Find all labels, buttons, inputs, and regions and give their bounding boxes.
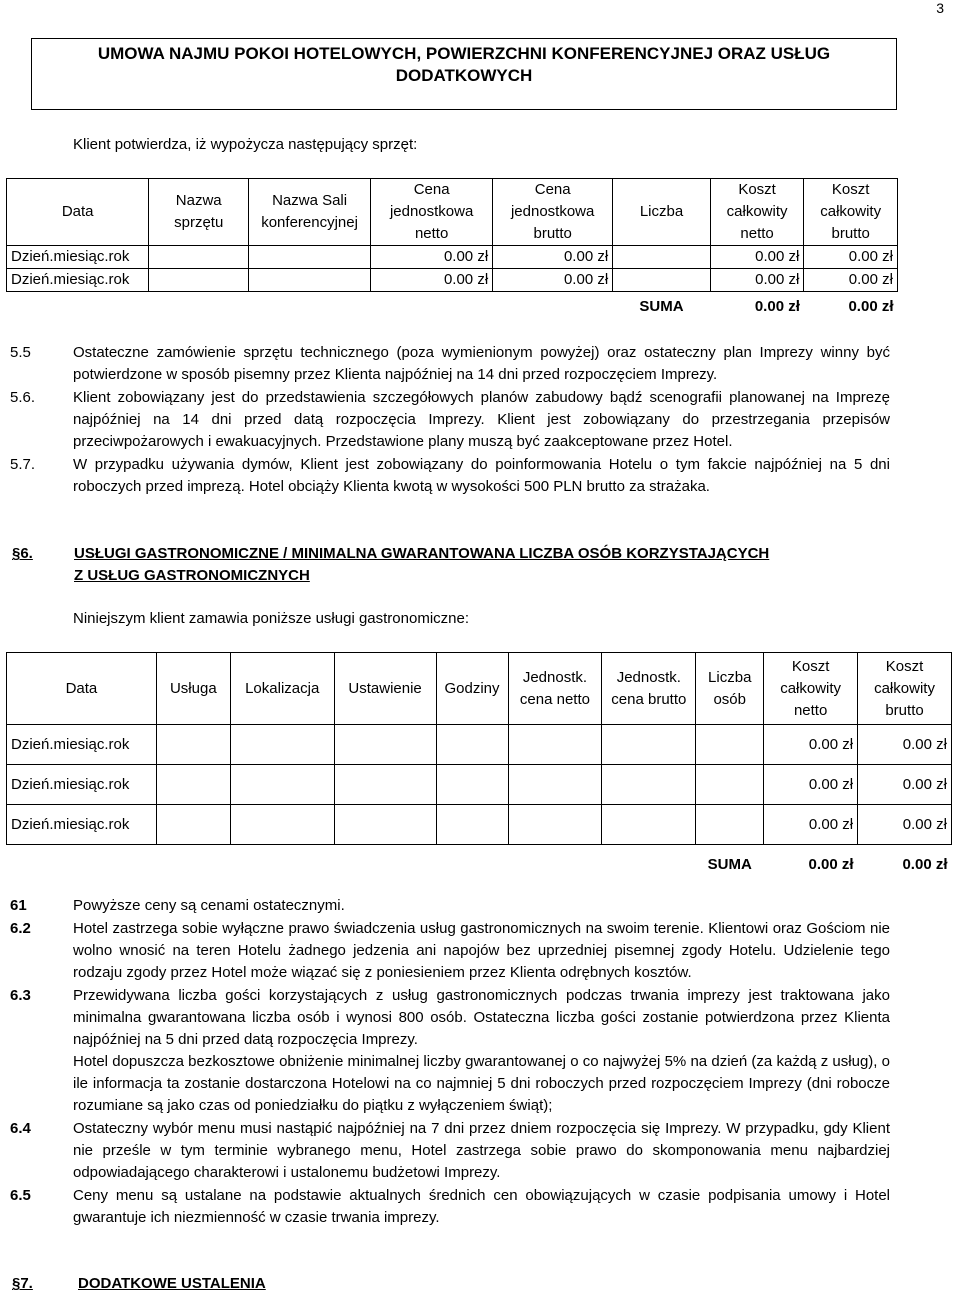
- paragraph-number: 6.3: [10, 987, 31, 1004]
- paragraph-6-4: [10, 1118, 890, 1184]
- paragraph-text: Przewidywana liczba gości korzystających z usług gastronomicznych podczas trwania imprezy jest traktowana jako minimalna gwarantowana liczba osób i wynosi 800 osób. Ostateczna liczba gości zostanie potwierdzona przez Klienta najpóźniej na 5 dni przed datą rozpoczęcia Imprezy.: [73, 987, 890, 1048]
- header-quantity: Liczba: [613, 179, 711, 246]
- row-total-net: 0.00 zł: [710, 269, 804, 292]
- header-setup: Ustawienie: [334, 653, 436, 725]
- row-total-net: 0.00 zł: [764, 805, 858, 845]
- row-unit-gross: 0.00 zł: [493, 269, 613, 292]
- section-title-line1: USŁUGI GASTRONOMICZNE / MINIMALNA GWARANTOWANA LICZBA OSÓB KORZYSTAJĄCYCH: [74, 545, 770, 562]
- row-unit-gross: 0.00 zł: [493, 246, 613, 269]
- document-title: UMOWA NAJMU POKOI HOTELOWYCH, POWIERZCHNI KONFERENCYJNEJ ORAZ USŁUG DODATKOWYCH: [31, 38, 897, 110]
- paragraph-number: 5.7.: [10, 456, 36, 473]
- header-service: Usługa: [156, 653, 230, 725]
- paragraph-text: Ceny menu są ustalane na podstawie aktualnych średnich cen obowiązujących w czasie podpisania umowy i Hotel gwarantuje ich niezmienność w czasie trwania imprezy.: [73, 1187, 890, 1226]
- row-total-gross: 0.00 zł: [804, 269, 898, 292]
- paragraph-6-2: [10, 918, 890, 984]
- section-number: §7.: [12, 1275, 33, 1292]
- paragraph-6-5: [10, 1185, 890, 1229]
- header-unit-net: Cena jednostkowa netto: [371, 179, 493, 246]
- page-number: 3: [936, 0, 944, 16]
- paragraph-text-continued: Hotel dopuszcza bezkosztowe obniżenie minimalnej liczby gwarantowanej o co najwyżej 5% na dzień (za każdą z usług), o ile informacja ta zostanie dostarczona Hotelowi na co najmniej 5 dni roboczych przed rozpoczęciem Imprezy (dni robocze rozumiane są jako czas od poniedziałku do piątku z wyłączeniem świąt);: [73, 1053, 890, 1114]
- paragraph-5-5: [10, 342, 890, 386]
- row-total-net: 0.00 zł: [764, 725, 858, 765]
- header-total-net: Koszt całkowity netto: [710, 179, 804, 246]
- section-7-heading: [12, 1275, 266, 1292]
- paragraph-number: 5.5: [10, 344, 31, 361]
- row-unit-net: 0.00 zł: [371, 246, 493, 269]
- row-total-gross: 0.00 zł: [804, 246, 898, 269]
- table-row: [7, 246, 898, 269]
- header-equipment-name: Nazwa sprzętu: [149, 179, 249, 246]
- sum-label: SUMA: [639, 297, 684, 315]
- sum-net: 0.00 zł: [754, 297, 800, 315]
- row-date: Dzień.miesiąc.rok: [7, 765, 157, 805]
- paragraph-number: 61: [10, 897, 27, 914]
- section-6-heading: [12, 543, 770, 584]
- catering-intro: Niniejszym klient zamawia poniższe usługi gastronomiczne:: [73, 610, 469, 627]
- row-total-gross: 0.00 zł: [858, 765, 952, 805]
- sum-gross: 0.00 zł: [902, 856, 948, 873]
- sum-gross: 0.00 zł: [848, 297, 894, 315]
- header-total-net: Koszt całkowity netto: [764, 653, 858, 725]
- table-row: [7, 725, 952, 765]
- section-title-line2: Z USŁUG GASTRONOMICZNYCH: [74, 567, 310, 584]
- row-total-net: 0.00 zł: [764, 765, 858, 805]
- paragraph-text: W przypadku używania dymów, Klient jest zobowiązany do poinformowania Hotelu o tym fakcie najpóźniej na 5 dni roboczych przed imprezą. Hotel obciąży Klienta kwotą w wysokości 500 PLN brutto za strażaka.: [73, 456, 890, 495]
- section-title: DODATKOWE USTALENIA: [78, 1275, 266, 1292]
- paragraph-number: 6.2: [10, 920, 31, 937]
- row-total-net: 0.00 zł: [710, 246, 804, 269]
- paragraph-number: 6.4: [10, 1120, 31, 1137]
- row-total-gross: 0.00 zł: [858, 805, 952, 845]
- sum-net: 0.00 zł: [808, 856, 854, 873]
- section-number: §6.: [12, 545, 33, 562]
- header-persons: Liczba osób: [696, 653, 764, 725]
- row-total-gross: 0.00 zł: [858, 725, 952, 765]
- table-row: [7, 805, 952, 845]
- paragraph-text: Powyższe ceny są cenami ostatecznymi.: [73, 897, 345, 914]
- paragraph-text: Klient zobowiązany jest do przedstawienia szczegółowych planów zabudowy bądź scenografii planowanej na Imprezę najpóźniej na 14 dni przed datą rozpoczęcia Imprezy. Klient jest zobowiązany do przestrzegania przepisów przeciwpożarowych i ewakuacyjnych. Przedstawione plany muszą być zaakceptowane przez Hotel.: [73, 389, 890, 450]
- header-unit-gross: Jednostk. cena brutto: [602, 653, 696, 725]
- paragraph-5-6: [10, 387, 890, 453]
- header-unit-net: Jednostk. cena netto: [508, 653, 602, 725]
- equipment-intro: Klient potwierdza, iż wypożycza następujący sprzęt:: [73, 136, 418, 153]
- equipment-table: [6, 178, 898, 322]
- header-total-gross: Koszt całkowity brutto: [804, 179, 898, 246]
- paragraph-text: Ostateczny wybór menu musi nastąpić najpóźniej na 7 dni przez dniem rozpoczęcia się Imprezy. W przypadku, gdy Klient nie prześle w tym terminie wybranego menu, Hotel zastrzega sobie prawo do skomponowania menu najbardziej odpowiadającego charakterowi i ustalonemu budżetowi Imprezy.: [73, 1120, 890, 1181]
- row-date: Dzień.miesiąc.rok: [7, 725, 157, 765]
- paragraph-text: Hotel zastrzega sobie wyłączne prawo świadczenia usług gastronomicznych na swoim terenie. Klientowi oraz Gościom nie wolno wnosić na teren Hotelu żadnego jedzenia ani napojów bez uprzedniej pisemnej zgody Hotelu. Udzielenie tego rodzaju zgody przez Hotel może wiązać się z poniesieniem przez Klienta odrębnych kosztów.: [73, 920, 890, 981]
- sum-label: SUMA: [707, 856, 752, 873]
- row-unit-net: 0.00 zł: [371, 269, 493, 292]
- table-row: [7, 765, 952, 805]
- paragraph-5-7: [10, 454, 890, 498]
- catering-table: [6, 652, 952, 884]
- header-unit-gross: Cena jednostkowa brutto: [493, 179, 613, 246]
- row-date: Dzień.miesiąc.rok: [7, 805, 157, 845]
- header-date: Data: [7, 179, 149, 246]
- table-row: [7, 269, 898, 292]
- paragraph-number: 5.6.: [10, 389, 36, 406]
- row-date: Dzień.miesiąc.rok: [7, 269, 149, 292]
- paragraph-6-3: [10, 985, 890, 1117]
- header-date: Data: [7, 653, 157, 725]
- paragraph-6-1: [10, 895, 890, 917]
- header-location: Lokalizacja: [230, 653, 334, 725]
- paragraph-text: Ostateczne zamówienie sprzętu technicznego (poza wymienionym powyżej) oraz ostateczny plan Imprezy winny być potwierdzone w sposób pisemny przez Klienta najpóźniej na 14 dni przed rozpoczęciem Imprezy.: [73, 344, 890, 383]
- row-date: Dzień.miesiąc.rok: [7, 246, 149, 269]
- header-total-gross: Koszt całkowity brutto: [858, 653, 952, 725]
- header-room-name: Nazwa Sali konferencyjnej: [249, 179, 371, 246]
- paragraph-number: 6.5: [10, 1187, 31, 1204]
- header-hours: Godziny: [436, 653, 508, 725]
